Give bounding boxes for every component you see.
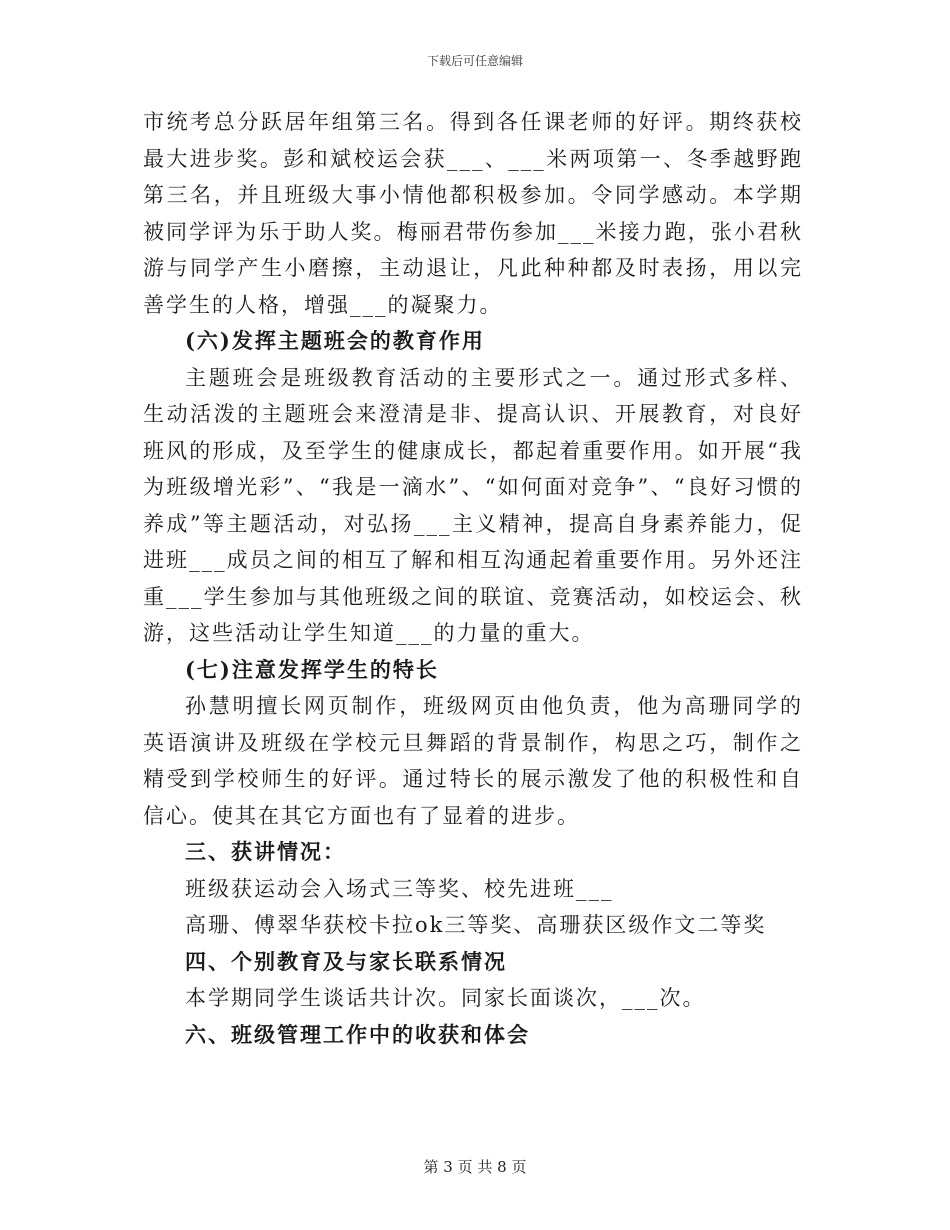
section-heading-theme-meeting: (六)发挥主题班会的教育作用	[185, 328, 485, 353]
section-heading-awards: 三、获讲情况：	[185, 839, 346, 864]
section-heading-student-talents: (七)注意发挥学生的特长	[185, 656, 439, 682]
document-body	[143, 104, 803, 1053]
paragraph-parent-contact: 本学期同学生谈话共计次。同家长面谈次，___次。	[185, 986, 706, 1010]
paragraph-class-awards: 班级获运动会入场式三等奖、校先进班___	[185, 876, 614, 901]
paragraph-progress-awards: 市统考总分跃居年组第三名。得到各任课老师的好评。期终获校最大进步奖。彭和斌校运会获___、___米两项第一、冬季越野跑第三名，并且班级大事小情他都积极参加。令同学感动。本学期被同学评为乐于助人奖。梅丽君带伤参加___米接力跑，张小君秋游与同学产生小磨擦，主动退让，凡此种种都及时表扬，用以完善学生的人格，增强___的凝聚力。	[143, 110, 803, 317]
section-heading-parent-contact: 四、个别教育及与家长联系情况	[185, 948, 507, 974]
page-number-footer: 第 3 页 共 8 页	[423, 1158, 527, 1176]
paragraph-theme-meeting: 主题班会是班级教育活动的主要形式之一。通过形式多样、生动活泼的主题班会来澄清是非、提高认识、开展教育，对良好班风的形成，及至学生的健康成长，都起着重要作用。如开展“我为班级增光彩”、“我是一滴水”、“如何面对竞争”、“良好习惯的养成”等主题活动，对弘扬___主义精神，提高自身素养能力，促进班___成员之间的相互了解和相互沟通起着重要作用。另外还注重___学生参加与其他班级之间的联谊、竞赛活动，如校运会、秋游，这些活动让学生知道___的力量的重大。	[143, 365, 803, 645]
section-heading-gains: 六、班级管理工作中的收获和体会	[185, 1021, 530, 1047]
page-header-note: 下载后可任意编辑	[426, 54, 523, 68]
paragraph-individual-awards: 高珊、傅翠华获校卡拉ok三等奖、高珊获区级作文二等奖	[185, 913, 767, 937]
paragraph-student-talents: 孙慧明擅长网页制作，班级网页由他负责，他为高珊同学的英语演讲及班级在学校元旦舞蹈的背景制作，构思之巧，制作之精受到学校师生的好评。通过特长的展示激发了他的积极性和自信心。使其在其它方面也有了显着的进步。	[143, 694, 803, 828]
